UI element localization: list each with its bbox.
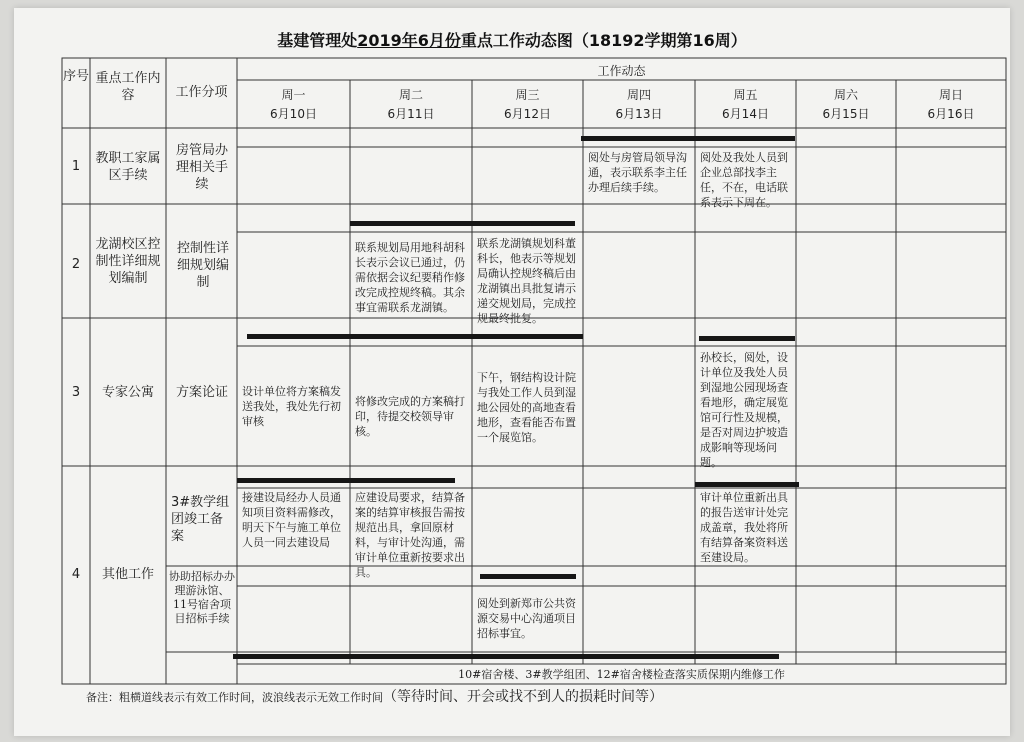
- row2-note-tue: 联系规划局用地科胡科长表示会议已通过，仍需依据会议纪要稍作修改完成控规终稿。其余事宜需联系龙湖镇。: [355, 241, 465, 314]
- header-sub: 工作分项: [175, 85, 228, 100]
- timeline-bar-row4c: [233, 654, 779, 659]
- row4b-note-wed: 阅处到新郑市公共资源交易中心沟通项目招标事宜。: [477, 597, 576, 640]
- footnote: [86, 686, 663, 706]
- row4-seq: 4: [71, 567, 81, 582]
- footnote-big: （等待时间、开会或找不到人的损耗时间等）: [383, 689, 663, 705]
- header-day-sun: 周日 6月16日: [927, 88, 975, 121]
- timeline-bar-row4b: [480, 574, 576, 579]
- row1-seq: 1: [71, 159, 81, 174]
- row4c-span-note: 10#宿舍楼、3#教学组团、12#宿舍楼检查落实质保期内维修工作: [458, 668, 785, 681]
- row4a-sub: 3#教学组团竣工备案: [171, 495, 230, 544]
- header-day-sat: 周六 6月15日: [822, 88, 870, 121]
- timeline-bar-row3b: [699, 336, 795, 341]
- row3-note-tue: 将修改完成的方案稿打印，待提交校领导审核。: [355, 395, 465, 438]
- row1-task: 教职工家属区手续: [95, 151, 161, 183]
- row4a-note-tue: 应建设局要求，结算备案的结算审核报告需按规范出具，拿回原材料，与审计处沟通，需审计单位重新按要求出具。: [355, 491, 465, 579]
- header-seq: 序号: [62, 69, 89, 84]
- header-day-mon: 周一 6月10日: [270, 88, 317, 121]
- row2-seq: 2: [71, 257, 81, 272]
- row4a-note-fri: 审计单位重新出具的报告送审计处完成盖章，我处将所有结算备案资料送至建设局。: [700, 491, 788, 564]
- row3-note-mon: 设计单位将方案稿发送我处，我处先行初审核: [242, 385, 341, 428]
- row4b-sub: 协助招标办办理游泳馆、11号宿舍项目招标手续: [169, 570, 235, 625]
- row4a-note-mon: 接建设局经办人员通知项目资料需修改，明天下午与施工单位人员一同去建设局: [242, 491, 341, 549]
- header-dynamics: 工作动态: [597, 64, 646, 78]
- header-day-thu: 周四 6月13日: [615, 88, 663, 121]
- timeline-bar-row3a: [247, 334, 583, 339]
- row2-note-wed: 联系龙湖镇规划科董科长，他表示等规划局确认控规终稿后由龙湖镇出具批复请示递交规划局，完成控规最终批复。: [477, 237, 576, 325]
- row3-task: 专家公寓: [101, 385, 154, 400]
- row3-sub: 方案论证: [175, 385, 228, 400]
- header-day-tue: 周二 6月11日: [387, 88, 435, 121]
- row2-task: 龙湖校区控制性详细规划编制: [95, 237, 161, 286]
- title-prefix: 基建管理处: [277, 31, 358, 50]
- row1-note-thu: 阅处与房管局领导沟通，表示联系李主任办理后续手续。: [588, 151, 687, 194]
- title-suffix: 重点工作动态图（18192学期第16周）: [460, 31, 747, 50]
- row3-seq: 3: [71, 385, 81, 400]
- row3-note-fri: 孙校长，阅处，设计单位及我处人员到湿地公园现场查看地形，确定展览馆可行性及规模，是否对周边护坡造成影响等现场问题。: [700, 351, 788, 469]
- row1-sub: 房管局办理相关手续: [175, 143, 228, 192]
- header-day-fri: 周五 6月14日: [722, 88, 769, 121]
- row1-note-fri: 阅处及我处人员到企业总部找李主任，不在，电话联系表示下周在。: [700, 151, 788, 209]
- row2-sub: 控制性详细规划编制: [176, 241, 229, 290]
- row3-note-wed: 下午，钢结构设计院与我处工作人员到湿地公园处的高地查看地形，查看能否布置一个展览馆。: [477, 371, 576, 444]
- header-task: 重点工作内容: [95, 71, 161, 103]
- timeline-bar-row4a: [237, 478, 455, 483]
- timeline-bar-row1: [581, 136, 795, 141]
- timeline-bar-row2: [350, 221, 575, 226]
- footnote-small: 备注：粗横道线表示有效工作时间，波浪线表示无效工作时间: [86, 691, 383, 704]
- timeline-bar-row4a-fri: [695, 482, 799, 487]
- header-day-wed: 周三 6月12日: [504, 88, 551, 121]
- row4-task: 其他工作: [101, 567, 154, 582]
- title-month: 2019年6月份: [357, 31, 461, 50]
